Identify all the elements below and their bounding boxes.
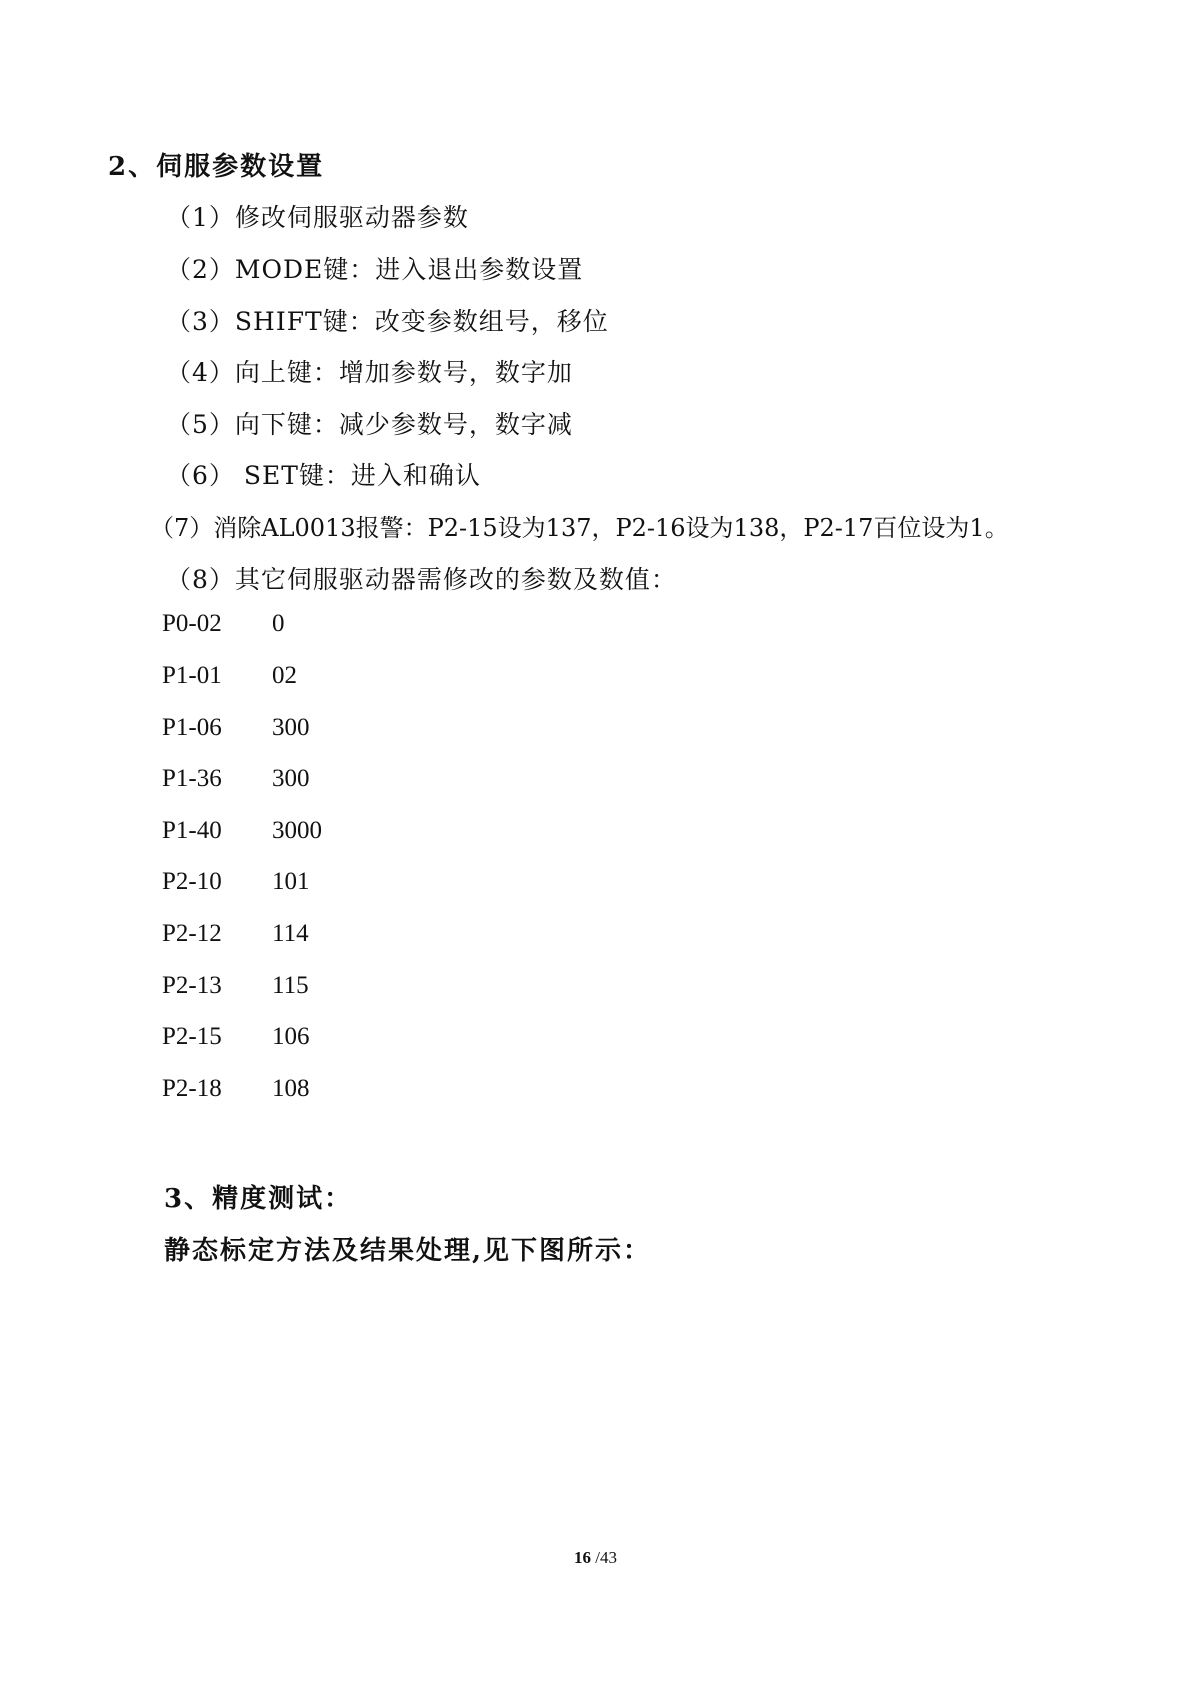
param-value: 101	[272, 868, 310, 895]
total-pages: /43	[595, 1548, 617, 1567]
list-item-3: （3）SHIFT键：改变参数组号，移位	[166, 307, 609, 336]
param-row	[162, 662, 297, 690]
list-item-8: （8）其它伺服驱动器需修改的参数及数值：	[166, 565, 677, 594]
list-item-2: （2）MODE键：进入退出参数设置	[166, 255, 584, 284]
page-number	[0, 1548, 1191, 1568]
param-value: 0	[272, 610, 285, 637]
param-row	[162, 972, 309, 1000]
section-3-text: 静态标定方法及结果处理,见下图所示：	[164, 1236, 652, 1266]
param-row	[162, 1023, 310, 1051]
param-value: 115	[272, 972, 309, 999]
section-2-heading: 2、伺服参数设置	[108, 152, 325, 182]
current-page: 16	[574, 1548, 591, 1567]
param-row	[162, 868, 310, 896]
param-code: P0-02	[162, 610, 222, 637]
param-value: 02	[272, 662, 297, 689]
list-item-4: （4）向上键：增加参数号，数字加	[166, 358, 573, 387]
param-row	[162, 1075, 310, 1103]
param-row	[162, 714, 310, 742]
param-row	[162, 610, 285, 638]
param-code: P1-36	[162, 765, 222, 792]
param-value: 108	[272, 1075, 310, 1102]
list-item-6: （6） SET键：进入和确认	[166, 461, 481, 490]
param-row	[162, 817, 322, 845]
param-code: P2-12	[162, 920, 222, 947]
param-code: P1-01	[162, 662, 222, 689]
list-item-7: （7）消除AL0013报警：P2-15设为137，P2-16设为138，P2-17百位设为1。	[150, 514, 1009, 542]
section-3-heading: 3、精度测试：	[164, 1184, 353, 1214]
param-code: P2-13	[162, 972, 222, 999]
param-code: P2-10	[162, 868, 222, 895]
list-item-1: （1）修改伺服驱动器参数	[166, 203, 469, 232]
param-code: P1-40	[162, 817, 222, 844]
param-code: P2-15	[162, 1023, 222, 1050]
param-value: 300	[272, 714, 310, 741]
list-item-5: （5）向下键：减少参数号，数字减	[166, 410, 573, 439]
param-value: 106	[272, 1023, 310, 1050]
param-value: 3000	[272, 817, 322, 844]
param-code: P2-18	[162, 1075, 222, 1102]
param-value: 300	[272, 765, 310, 792]
param-row	[162, 765, 310, 793]
param-row	[162, 920, 309, 948]
param-value: 114	[272, 920, 309, 947]
param-code: P1-06	[162, 714, 222, 741]
